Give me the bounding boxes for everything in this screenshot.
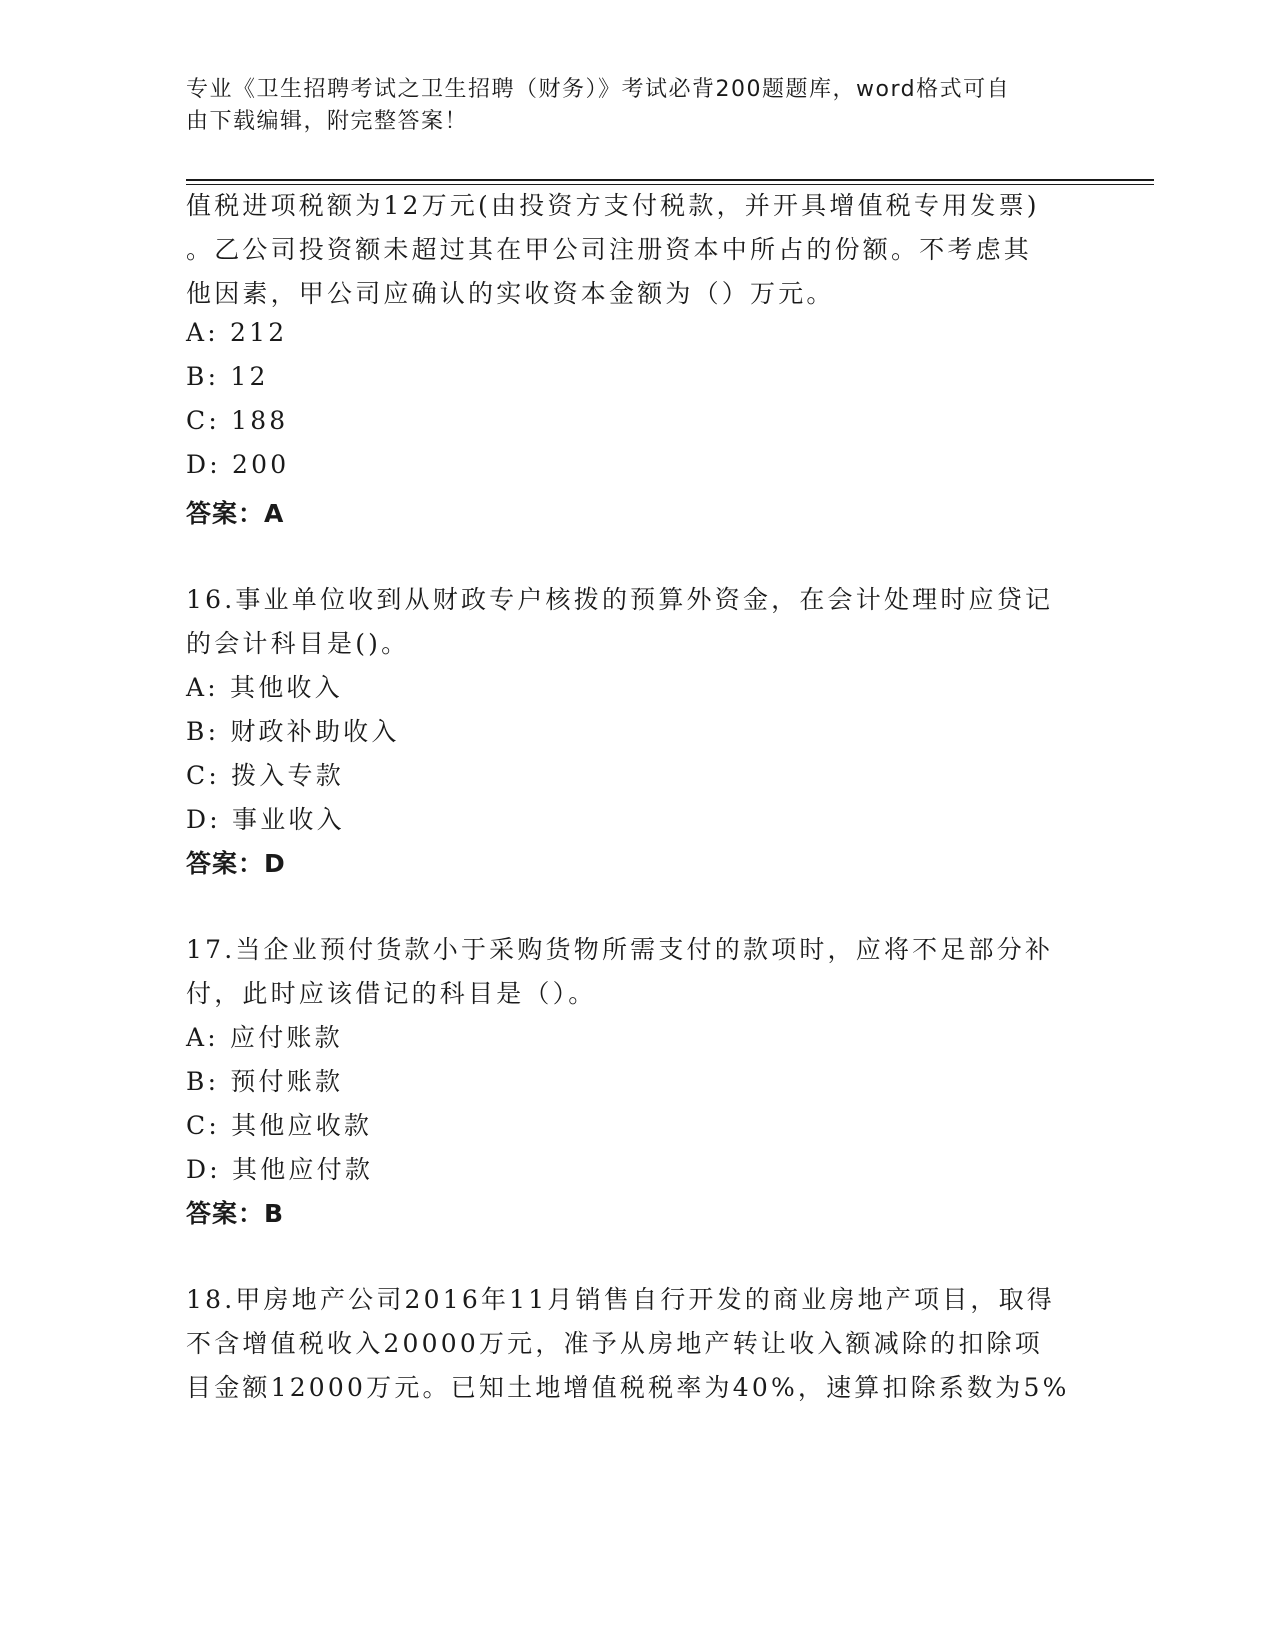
q18-text-line-3: 目金额12000万元。已知土地增值税税率为40%，速算扣除系数为5% bbox=[186, 1373, 1070, 1402]
q16-text-line-2: 的会计科目是()。 bbox=[186, 629, 410, 658]
q15-text-line-1: 值税进项税额为12万元(由投资方支付税款，并开具增值税专用发票) bbox=[186, 191, 1040, 220]
q17-text-line-2: 付，此时应该借记的科目是（）。 bbox=[186, 979, 597, 1008]
q15-option-d: D: 200 bbox=[186, 450, 290, 479]
q16-option-a: A: 其他收入 bbox=[186, 673, 343, 702]
header-divider-thin bbox=[186, 184, 1154, 185]
q15-text-line-2: 。乙公司投资额未超过其在甲公司注册资本中所占的份额。不考虑其 bbox=[186, 235, 1033, 264]
header-line-1: 专业《卫生招聘考试之卫生招聘（财务）》考试必背200题题库，word格式可自 bbox=[186, 77, 1011, 102]
header-divider-thick bbox=[186, 179, 1154, 181]
q15-option-c: C: 188 bbox=[186, 406, 289, 435]
document-header bbox=[186, 74, 1066, 138]
q17-option-a: A: 应付账款 bbox=[186, 1023, 343, 1052]
q17-option-b: B: 预付账款 bbox=[186, 1067, 344, 1096]
q16-text-line-1: 16.事业单位收到从财政专户核拨的预算外资金，在会计处理时应贷记 bbox=[186, 585, 1054, 614]
q16-option-c: C: 拨入专款 bbox=[186, 761, 344, 790]
q15-answer: 答案：A bbox=[186, 499, 285, 528]
q17-answer: 答案：B bbox=[186, 1199, 285, 1228]
q17-text-line-1: 17.当企业预付货款小于采购货物所需支付的款项时，应将不足部分补 bbox=[186, 935, 1054, 964]
q16-option-d: D: 事业收入 bbox=[186, 805, 345, 834]
q18-text-line-2: 不含增值税收入20000万元，准予从房地产转让收入额减除的扣除项 bbox=[186, 1329, 1043, 1358]
q15-option-a: A: 212 bbox=[186, 318, 288, 347]
header-line-2: 由下载编辑，附完整答案！ bbox=[186, 109, 469, 134]
q15-option-b: B: 12 bbox=[186, 362, 269, 391]
q16-option-b: B: 财政补助收入 bbox=[186, 717, 400, 746]
q15-text-line-3: 他因素，甲公司应确认的实收资本金额为（）万元。 bbox=[186, 279, 835, 308]
q17-option-d: D: 其他应付款 bbox=[186, 1155, 374, 1184]
q18-text-line-1: 18.甲房地产公司2016年11月销售自行开发的商业房地产项目，取得 bbox=[186, 1285, 1055, 1314]
q16-answer: 答案：D bbox=[186, 849, 286, 878]
q17-option-c: C: 其他应收款 bbox=[186, 1111, 373, 1140]
